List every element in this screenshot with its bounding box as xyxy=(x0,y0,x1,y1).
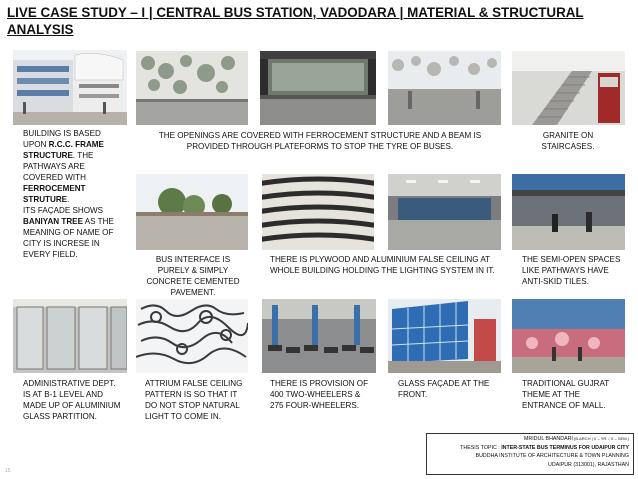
caption-atrium: ATTRIUM FALSE CEILING PATTERN IS SO THAT IT DO NOT STOP NATURAL LIGHT TO COME IN. xyxy=(145,379,243,421)
caption-gujrat-theme: TRADITIONAL GUJRAT THEME AT THE ENTRANCE OF MALL. xyxy=(522,379,610,410)
photo-granite-staircase xyxy=(512,51,625,125)
caption-semi-open: THE SEMI-OPEN SPACES LIKE PATHWAYS HAVE ANTI-SKID TILES. xyxy=(522,255,621,286)
caption-openings: THE OPENINGS ARE COVERED WITH FERROCEMENT STRUCTURE AND A BEAM IS PROVIDED THROUGH PLATEFORMS TO STOP THE TYRE OF BUSES. xyxy=(158,131,482,151)
photo-ferrocement-openings-1 xyxy=(136,51,248,125)
photo-building-exterior xyxy=(13,50,127,125)
photo-atrium-ceiling xyxy=(136,299,248,373)
page-title: LIVE CASE STUDY – I | CENTRAL BUS STATION, VADODARA | MATERIAL & STRUCTURAL ANALYSIS xyxy=(7,5,584,37)
photo-bus-interface xyxy=(136,174,248,250)
photo-ferrocement-openings-3 xyxy=(388,51,501,125)
caption-bus-interface: BUS INTERFACE IS PURELY & SIMPLY CONCRETE CEMENTED PAVEMENT. xyxy=(146,255,240,297)
photo-plywood-ceiling-1 xyxy=(262,174,374,250)
photo-gujrat-theme-entrance xyxy=(512,299,625,373)
photo-glass-facade xyxy=(388,299,501,373)
photo-two-wheeler-parking xyxy=(262,299,376,373)
institute-address: UDAIPUR (313001), RAJASTHAN xyxy=(548,461,629,468)
caption-admin: ADMINISTRATIVE DEPT. IS AT B-1 LEVEL AND MADE UP OF ALUMINIUM GLASS PARTITION. xyxy=(23,379,121,421)
caption-granite: GRANITE ON STAIRCASES. xyxy=(541,131,595,151)
author-name: MRIDUL BHANDARI xyxy=(523,436,573,442)
photo-ferrocement-openings-2 xyxy=(260,51,376,125)
thesis-topic: INTER-STATE BUS TERMINUS FOR UDAIPUR CITY xyxy=(501,444,629,451)
photo-plywood-ceiling-2 xyxy=(388,174,501,250)
caption-plywood: THERE IS PLYWOOD AND ALUMINIUM FALSE CEILING AT WHOLE BUILDING HOLDING THE LIGHTING SYSTEM IN IT. xyxy=(270,255,495,275)
page-number: 15 xyxy=(5,468,11,474)
caption-parking: THERE IS PROVISION OF 400 TWO-WHEELERS & 275 FOUR-WHEELERS. xyxy=(270,379,369,410)
photo-admin-partition xyxy=(13,299,127,373)
caption-building-structure: BUILDING IS BASED UPON R.C.C. FRAME STRUCTURE. THE PATHWAYS ARE COVERED WITH FERROCEMENT STRUTURE. ITS FAÇADE SHOWS BANIYAN TREE AS THE MEANING OF NAME OF CITY IS INCRESE IN EVERY FIELD. xyxy=(23,129,114,259)
institute-name: BUDDHA INSTITUTE OF ARCHITECTURE & TOWN PLANNING xyxy=(475,453,629,460)
caption-glass-facade: GLASS FAÇADE AT THE FRONT. xyxy=(398,379,490,399)
photo-semi-open-pathway xyxy=(512,174,625,250)
author-info-box: MRIDUL BHANDARI (B.ARCH | V – YR. / X – SEM.) THESIS TOPIC : INTER-STATE BUS TERMINUS FOR UDAIPUR CITY BUDDHA INSTITUTE OF ARCHITECTURE & TOWN PLANNING UDAIPUR (313001), RAJASTHAN xyxy=(426,433,634,475)
